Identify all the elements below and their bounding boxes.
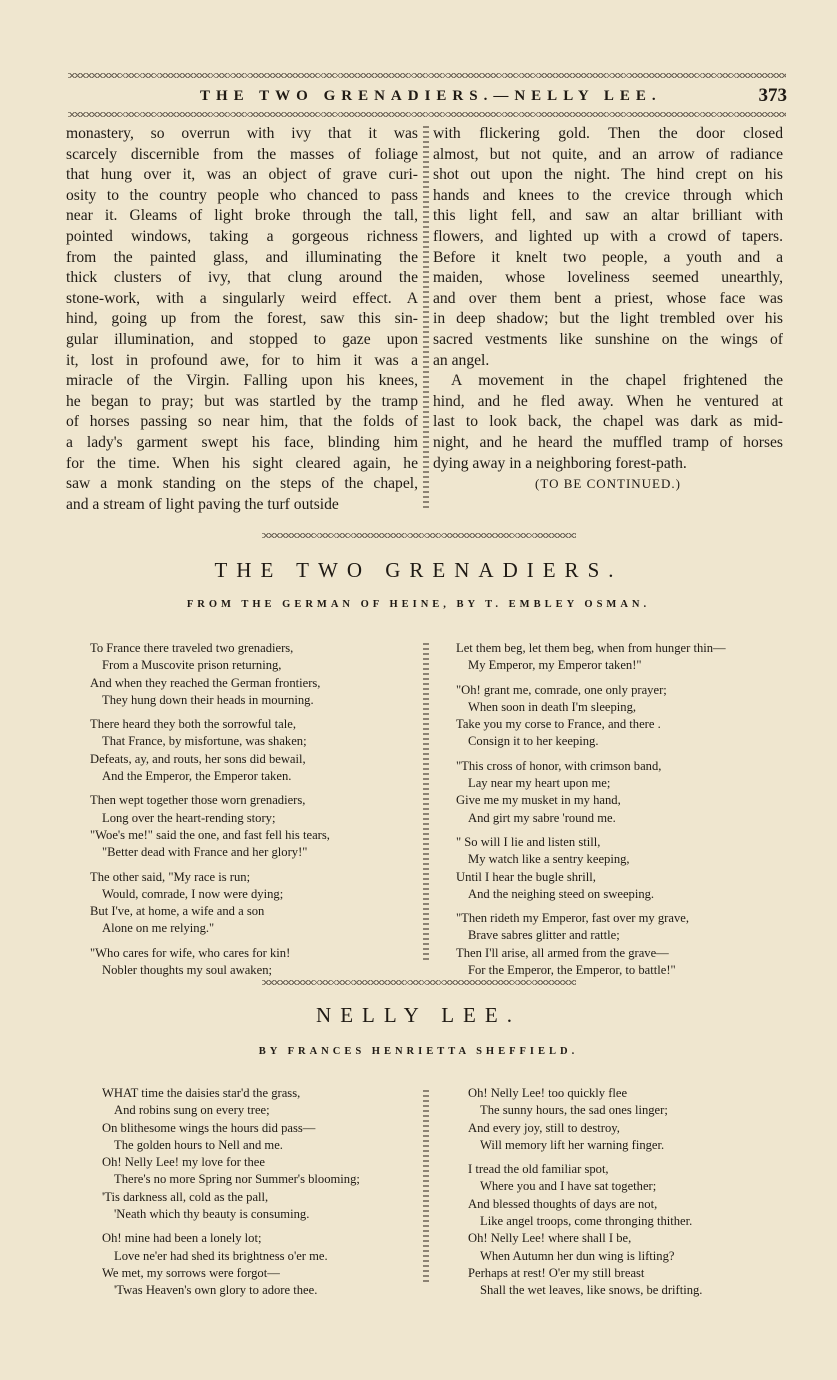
verse-line: There's no more Spring nor Summer's blooming;: [114, 1172, 360, 1187]
prose-column-left: [66, 124, 418, 515]
verse-line: Consign it to her keeping.: [468, 734, 599, 749]
verse-line: Give me my musket in my hand,: [456, 793, 621, 808]
verse-line: Until I hear the bugle shrill,: [456, 869, 596, 884]
stanza: [90, 945, 330, 980]
verse-line: And blessed thoughts of days are not,: [468, 1196, 658, 1211]
prose-line: in deep shadow; but the light trembled over his: [433, 310, 783, 328]
prose-line: from the painted glass, and illuminating the: [66, 248, 418, 266]
stanza: [468, 1085, 702, 1154]
prose-line: of horses passing so near him, that the folds of: [66, 413, 418, 431]
prose-line: for the time. When his sight cleared again, he: [66, 454, 418, 472]
stanza: [468, 1161, 702, 1299]
verse-line: My watch like a sentry keeping,: [468, 852, 630, 867]
verse-line: They hung down their heads in mourning.: [102, 692, 314, 707]
verse-line: From a Muscovite prison returning,: [102, 658, 282, 673]
verse-line: We met, my sorrows were forgot—: [102, 1265, 280, 1280]
verse-line: Shall the wet leaves, like snows, be drifting.: [480, 1283, 703, 1298]
prose-line: stone-work, with a singularly weird effect. A: [66, 289, 418, 307]
poem2-title: NELLY LEE.: [316, 1003, 521, 1027]
prose-line: thick clusters of ivy, that clung around the: [66, 269, 418, 287]
verse-line: Where you and I have sat together;: [480, 1179, 657, 1194]
prose-line: (TO BE CONTINUED.): [535, 476, 681, 492]
running-head-title: THE TWO GRENADIERS.—NELLY LEE.: [200, 88, 662, 104]
prose-line: night, and he heard the muffled tramp of horses: [433, 433, 783, 451]
verse-line: Love ne'er had shed its brightness o'er me.: [114, 1248, 328, 1263]
verse-line: Then wept together those worn grenadiers,: [90, 793, 306, 808]
stanza: [456, 834, 726, 903]
prose-line: monastery, so overrun with ivy that it was: [66, 125, 418, 142]
prose-line: miracle of the Virgin. Falling upon his knees,: [66, 372, 418, 390]
verse-line: 'Tis darkness all, cold as the pall,: [102, 1189, 269, 1204]
poem2-byline: BY FRANCES HENRIETTA SHEFFIELD.: [258, 1046, 579, 1057]
verse-line: Nobler thoughts my soul awaken;: [102, 963, 272, 978]
prose-line: saw a monk standing on the steps of the chapel,: [66, 475, 418, 493]
poem1-title: THE TWO GRENADIERS.: [214, 558, 623, 582]
poem2-column-left: [102, 1085, 360, 1307]
prose-line: dying away in a neighboring forest-path.: [433, 454, 687, 472]
prose-line: almost, but not quite, and an arrow of radiance: [433, 145, 783, 163]
verse-line: And the Emperor, the Emperor taken.: [102, 769, 292, 784]
verse-line: Oh! Nelly Lee! my love for thee: [102, 1155, 265, 1170]
verse-line: Brave sabres glitter and rattle;: [468, 928, 620, 943]
prose-line: that hung over it, was an object of grave curi-: [66, 166, 418, 184]
stanza: [456, 682, 726, 751]
prose-line: scarcely discernible from the masses of foliage: [66, 145, 418, 163]
verse-line: My Emperor, my Emperor taken!": [468, 658, 642, 673]
prose-line: Before it knelt two people, a youth and a: [433, 248, 783, 266]
prose-line: shot out upon the night. The hind crept on his: [433, 166, 783, 184]
stanza: [102, 1085, 360, 1223]
stanza: [456, 640, 726, 675]
prose-line: hind, and he fled away. When he ventured at: [433, 392, 783, 410]
verse-line: Like angel troops, come thronging thither.: [480, 1214, 693, 1229]
prose-line: a lady's garment swept his face, blinding him: [66, 433, 418, 451]
prose-line: with flickering gold. Then the door closed: [433, 125, 783, 142]
prose-line: flowers, and lighted up with a crowd of tapers.: [433, 227, 783, 245]
stanza: [90, 640, 330, 709]
stanza: [90, 869, 330, 938]
prose-line: A movement in the chapel frightened the: [451, 372, 783, 390]
poem1-column-left: [90, 640, 330, 986]
verse-line: The other said, "My race is run;: [90, 869, 251, 884]
prose-column-divider: [423, 126, 429, 510]
poem2-column-divider: [423, 1090, 429, 1282]
verse-line: Defeats, ay, and routs, her sons did bewail,: [90, 751, 306, 766]
verse-line: "Who cares for wife, who cares for kin!: [90, 945, 291, 960]
running-head: [0, 85, 837, 108]
prose-line: an angel.: [433, 351, 490, 369]
verse-line: Will memory lift her warning finger.: [480, 1137, 665, 1152]
poem2-column-right: [468, 1085, 702, 1307]
top-ornament-rule: [68, 73, 786, 78]
section-ornament-rule: [262, 533, 576, 538]
prose-column-right: [433, 124, 783, 495]
page-number: 373: [758, 85, 787, 106]
prose-line: and a stream of light paving the turf outside: [66, 495, 339, 513]
verse-line: "Then rideth my Emperor, fast over my grave,: [456, 911, 689, 926]
prose-line: this light fell, and saw an altar brilliant with: [433, 207, 783, 225]
prose-line: osity to the country people who chanced to pass: [66, 186, 418, 204]
verse-line: The sunny hours, the sad ones linger;: [480, 1103, 668, 1118]
stanza: [102, 1230, 360, 1299]
prose-line: it, lost in profound awe, for to him it was a: [66, 351, 418, 369]
verse-line: Long over the heart-rending story;: [102, 810, 276, 825]
prose-line: pointed windows, taking a gorgeous richness: [66, 227, 418, 245]
verse-line: Then I'll arise, all armed from the grave—: [456, 945, 669, 960]
verse-line: Oh! mine had been a lonely lot;: [102, 1231, 262, 1246]
stanza: [456, 758, 726, 827]
prose-line: sacred vestments like sunshine on the wings of: [433, 330, 783, 348]
poem1-byline: FROM THE GERMAN OF HEINE, BY T. EMBLEY OSMAN.: [186, 599, 651, 610]
verse-line: Oh! Nelly Lee! too quickly flee: [468, 1086, 628, 1100]
verse-line: On blithesome wings the hours did pass—: [102, 1120, 316, 1135]
verse-line: There heard they both the sorrowful tale,: [90, 717, 296, 732]
verse-line: And girt my sabre 'round me.: [468, 810, 616, 825]
poem1-column-divider: [423, 643, 429, 963]
stanza: [90, 716, 330, 785]
prose-line: hands and knees to the crevice through which: [433, 186, 783, 204]
section-ornament-rule-2: [262, 980, 576, 985]
verse-line: When Autumn her dun wing is lifting?: [480, 1248, 675, 1263]
verse-line: And when they reached the German frontiers,: [90, 675, 321, 690]
verse-line: Would, comrade, I now were dying;: [102, 886, 284, 901]
prose-line: he began to pray; but was startled by the tramp: [66, 392, 418, 410]
verse-line: That France, by misfortune, was shaken;: [102, 734, 307, 749]
head-ornament-rule: [68, 112, 786, 117]
verse-line: Lay near my heart upon me;: [468, 776, 611, 791]
verse-line: Oh! Nelly Lee! where shall I be,: [468, 1231, 632, 1246]
prose-line: near it. Gleams of light broke through the tall,: [66, 207, 418, 225]
prose-line: hind, going up from the forest, saw this sin-: [66, 310, 418, 328]
verse-line: "Oh! grant me, comrade, one only prayer;: [456, 682, 667, 697]
prose-line: gular illumination, and stopped to gaze upon: [66, 330, 418, 348]
verse-line: 'Twas Heaven's own glory to adore thee.: [114, 1283, 318, 1298]
verse-line: The golden hours to Nell and me.: [114, 1137, 283, 1152]
verse-line: But I've, at home, a wife and a son: [90, 904, 265, 919]
verse-line: Alone on me relying.": [102, 921, 215, 936]
verse-line: 'Neath which thy beauty is consuming.: [114, 1207, 310, 1222]
verse-line: And the neighing steed on sweeping.: [468, 886, 655, 901]
poem1-column-right: [456, 640, 726, 986]
verse-line: When soon in death I'm sleeping,: [468, 699, 637, 714]
verse-line: "This cross of honor, with crimson band,: [456, 758, 662, 773]
verse-line: For the Emperor, the Emperor, to battle!": [468, 963, 676, 978]
verse-line: "Better dead with France and her glory!": [102, 845, 308, 860]
verse-line: "Woe's me!" said the one, and fast fell his tears,: [90, 827, 330, 842]
prose-line: and over them bent a priest, whose face was: [433, 289, 783, 307]
prose-line: last to look back, the chapel was dark as mid-: [433, 413, 783, 431]
verse-line: And every joy, still to destroy,: [468, 1120, 620, 1135]
stanza: [456, 910, 726, 979]
verse-line: And robins sung on every tree;: [114, 1103, 270, 1118]
verse-line: Perhaps at rest! O'er my still breast: [468, 1265, 645, 1280]
stanza: [90, 792, 330, 861]
verse-line: To France there traveled two grenadiers,: [90, 641, 294, 655]
prose-line: maiden, whose loveliness seemed unearthly,: [433, 269, 783, 287]
verse-line: " So will I lie and listen still,: [456, 834, 601, 849]
verse-line: Let them beg, let them beg, when from hunger thin—: [456, 641, 726, 655]
verse-line: I tread the old familiar spot,: [468, 1162, 609, 1177]
verse-line: WHAT time the daisies star'd the grass,: [102, 1086, 301, 1100]
verse-line: Take you my corse to France, and there .: [456, 717, 661, 732]
